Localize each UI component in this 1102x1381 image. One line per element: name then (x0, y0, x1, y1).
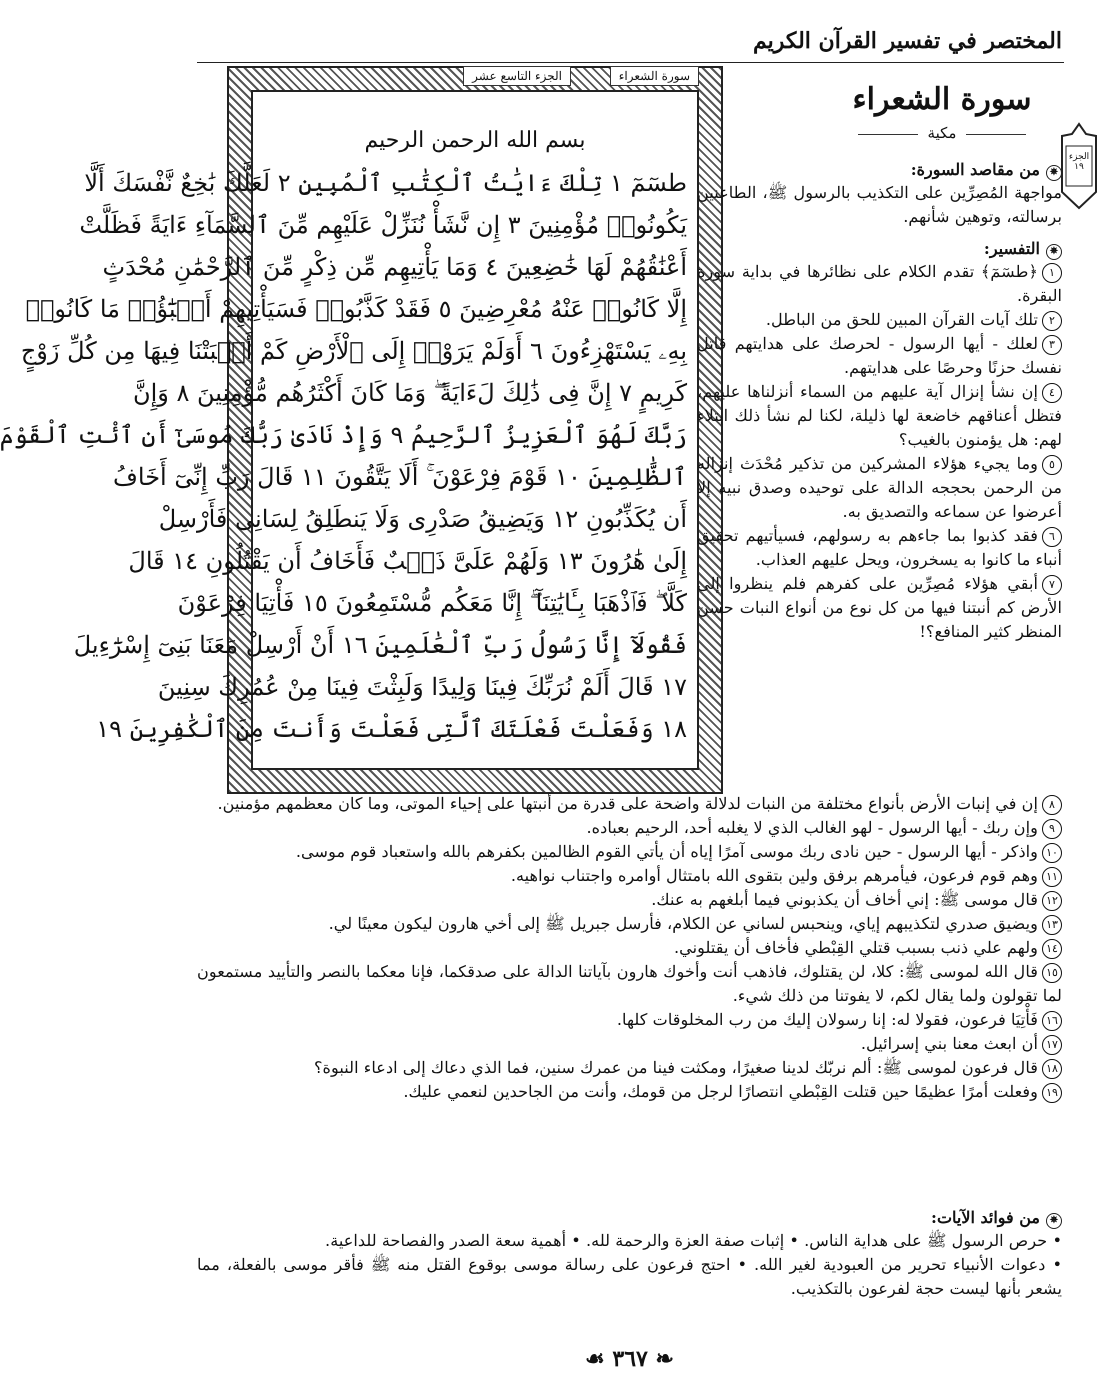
tafsir-text: أبقي هؤلاء مُصِرِّين على كفرهم فلم ينظروا إلى الأرض كم أنبتنا فيها من كل نوع من أنواع النبات حسن المنظر كثير المنافع؟! (697, 574, 1062, 641)
tafsir-item (197, 912, 1062, 936)
quran-line: إِلَّا كَانُوا۟ عَنْهُ مُعْرِضِينَ ٥ فَقَدْ كَذَّبُوا۟ فَسَيَأْتِيهِمْ أَنۢبَٰٓؤُا۟ مَا كَانُوا۟ (25, 295, 687, 323)
verse-number: ٤ (1042, 383, 1062, 403)
ornament-icon: ✵ (1046, 1213, 1062, 1229)
tafsir-text: إن في إنبات الأرض بأنواع مختلفة من النبات لدلالة واضحة على قدرة من أنبتها على إحياء الموتى، وما كان معظمهم مؤمنين. (217, 794, 1038, 813)
verse-number: ١٦ (1042, 1011, 1062, 1031)
ornament-icon: ✵ (1046, 244, 1062, 260)
quran-line: رَبَّكَ لَهُوَ ٱلْعَزِيزُ ٱلرَّحِيمُ ٩ وَإِذْ نَادَىٰ رَبُّكَ مُوسَىٰٓ أَنِ ٱئْتِ ٱلْقَوْمَ (0, 421, 687, 449)
tafsir-text: ويضيق صدري لتكذيبهم إياي، وينحبس لساني عن الكلام، فأرسل جبريل ﷺ إلى أخي هارون ليكون معينًا لي. (328, 914, 1038, 933)
tafsir-item (697, 572, 1062, 644)
tafsir-item (197, 1080, 1062, 1104)
verse-number: ١٣ (1042, 915, 1062, 935)
verse-number: ١٥ (1042, 963, 1062, 983)
quran-line: كَرِيمٍ ٧ إِنَّ فِى ذَٰلِكَ لَءَايَةً ۖ وَمَا كَانَ أَكْثَرُهُم مُّؤْمِنِينَ ٨ وَإِنَّ (132, 379, 687, 407)
full-width-commentary (197, 792, 1062, 1104)
tafsir-item (197, 816, 1062, 840)
verse-number: ١٠ (1042, 843, 1062, 863)
tafsir-item (197, 936, 1062, 960)
verse-number: ٥ (1042, 455, 1062, 475)
tafsir-item (197, 1056, 1062, 1080)
verse-number: ٨ (1042, 795, 1062, 815)
tafsir-item (197, 1008, 1062, 1032)
juz-marker-label: الجزء ١٩ (1068, 152, 1090, 172)
tafsir-text: ﴿طسٓمٓ﴾ تقدم الكلام على نظائرها في بداية سورة البقرة. (697, 262, 1062, 305)
quran-line: ٱلظَّٰلِمِينَ ١٠ قَوْمَ فِرْعَوْنَ ۚ أَلَا يَتَّقُونَ ١١ قَالَ رَبِّ إِنِّىٓ أَخَافُ (113, 463, 687, 491)
tafsir-text: إن نشأ إنزال آية عليهم من السماء أنزلناها عليهم، فتظل أعناقهم خاضعة لها ذليلة، لكنا لم نشأ ذلك ابتلاء لهم: هل يؤمنون بالغيب؟ (697, 382, 1062, 449)
verse-number: ١٨ (1042, 1059, 1062, 1079)
verse-number: ١٢ (1042, 891, 1062, 911)
running-title: المختصر في تفسير القرآن الكريم (753, 28, 1062, 54)
tafsir-text: فقد كذبوا بما جاءهم به رسولهم، فسيأتيهم تحقيق أنباء ما كانوا به يسخرون، ويحل عليهم العذاب. (697, 526, 1062, 569)
surah-title: سورة الشعراء (852, 82, 1032, 117)
basmala: بسم الله الرحمن الرحيم (364, 128, 586, 153)
tafsir-text: وهم قوم فرعون، فيأمرهم برفق ولين بتقوى الله بامتثال أوامره واجتناب نواهيه. (510, 866, 1038, 885)
surah-type-label: مكية (927, 124, 957, 142)
verse-number: ٩ (1042, 819, 1062, 839)
tafsir-heading-text: التفسير: (983, 239, 1040, 258)
tafsir-item (197, 840, 1062, 864)
tafsir-item (197, 864, 1062, 888)
surah-header-label: سورة الشعراء (610, 66, 699, 86)
right-ornament-icon: ☙ (585, 1346, 605, 1372)
tafsir-text: فَأْتِيَا فرعون، فقولا له: إنا رسولان إليك من رب المخلوقات كلها. (616, 1010, 1038, 1029)
quran-line: بِهِۦ يَسْتَهْزِءُونَ ٦ أَوَلَمْ يَرَوْا۟ إِلَى ٱلْأَرْضِ كَمْ أَنۢبَتْنَا فِيهَا مِن كُلِّ زَوْجٍ (20, 337, 687, 365)
ornament-icon: ✵ (1046, 165, 1062, 181)
left-ornament-icon: ❧ (655, 1346, 674, 1372)
tafsir-item (197, 792, 1062, 816)
tafsir-item (197, 888, 1062, 912)
right-column (697, 160, 1062, 644)
verse-number: ٧ (1042, 575, 1062, 595)
tafsir-text: تلك آيات القرآن المبين للحق من الباطل. (765, 310, 1038, 329)
maqasid-heading-text: من مقاصد السورة: (910, 160, 1040, 179)
quran-frame (0, 66, 723, 794)
juz-header-label: الجزء التاسع عشر (463, 66, 571, 86)
quran-line: إِلَىٰ هَٰرُونَ ١٣ وَلَهُمْ عَلَىَّ ذَنۢبٌ فَأَخَافُ أَن يَقْتُلُونِ ١٤ قَالَ (128, 547, 687, 575)
tafsir-text: وما يجيء هؤلاء المشركين من تذكير مُحْدَث إنزاله من الرحمن بحججه الدالة على توحيده وصدق نبيه إلا أعرضوا عن سماعه والتصديق به. (697, 454, 1062, 521)
tafsir-item (697, 260, 1062, 308)
verse-number: ١ (1042, 263, 1062, 283)
tafsir-text: ولهم علي ذنب بسبب قتلي القِبْطي فأخاف أن يقتلوني. (674, 938, 1038, 957)
benefits-heading (197, 1208, 1062, 1229)
tafsir-text: أن ابعث معنا بني إسرائيل. (860, 1034, 1038, 1053)
tafsir-text: قال فرعون لموسى ﷺ: ألم نربّك لدينا صغيرًا، ومكثت فينا من عمرك سنين، فما الذي دعاك إلى ادعاء النبوة؟ (313, 1058, 1038, 1077)
verse-number: ٣ (1042, 335, 1062, 355)
tafsir-item (697, 452, 1062, 524)
maqasid-text: مواجهة المُصِرِّين على التكذيب بالرسول ﷺ، الطاعنين برسالته، وتوهين شأنهم. (697, 183, 1062, 226)
quran-line: كَلَّا ۖ فَٱذْهَبَا بِـَٔايَٰتِنَآ ۖ إِنَّا مَعَكُم مُّسْتَمِعُونَ ١٥ فَأْتِيَا فِرْعَوْنَ (177, 589, 687, 617)
benefits-section (197, 1208, 1062, 1301)
tafsir-item (697, 524, 1062, 572)
quran-line: يَكُونُوا۟ مُؤْمِنِينَ ٣ إِن نَّشَأْ نُنَزِّلْ عَلَيْهِم مِّنَ ٱلسَّمَآءِ ءَايَةً فَظَلَّتْ (79, 211, 687, 239)
tafsir-text: وفعلت أمرًا عظيمًا حين قتلت القِبْطي انتصارًا لرجل من قومك، وأنت من الجاحدين لنعمي عليك. (403, 1082, 1038, 1101)
top-rule (197, 62, 1064, 63)
verse-number: ٢ (1042, 311, 1062, 331)
tafsir-text: واذكر - أيها الرسول - حين نادى ربك موسى آمرًا إياه أن يأتي القوم الظالمين بكفرهم بالله واستعباد قوم موسى. (295, 842, 1038, 861)
page-number (157, 1346, 1102, 1372)
tafsir-item (697, 332, 1062, 380)
quran-line: أَعْنَٰقُهُمْ لَهَا خَٰضِعِينَ ٤ وَمَا يَأْتِيهِم مِّن ذِكْرٍ مِّنَ ٱلرَّحْمَٰنِ مُحْدَثٍ (102, 253, 687, 281)
surah-type (842, 124, 1042, 142)
tafsir-item (697, 308, 1062, 332)
verse-number: ١٤ (1042, 939, 1062, 959)
quran-line: أَن يُكَذِّبُونِ ١٢ وَيَضِيقُ صَدْرِى وَلَا يَنطَلِقُ لِسَانِى فَأَرْسِلْ (158, 505, 687, 533)
tafsir-text: لعلك - أيها الرسول - لحرصك على هدايتهم قاتل نفسك حزنًا وحرصًا على هدايتهم. (697, 334, 1062, 377)
tafsir-text: قال الله لموسى ﷺ: كلا، لن يقتلوك، فاذهب أنت وأخوك هارون بآياتنا الدالة على صدقكما، فإنا معكما بالنصر والتأييد مستمعون لما تقولون ولما يقال لكم، لا يفوتنا من ذلك شيء. (197, 962, 1062, 1005)
quran-line: ١٨ وَفَعَلْتَ فَعْلَتَكَ ٱلَّتِى فَعَلْتَ وَأَنتَ مِنَ ٱلْكَٰفِرِينَ ١٩ (96, 715, 687, 743)
verse-number: ١١ (1042, 867, 1062, 887)
juz-marker (1056, 122, 1102, 210)
tafsir-heading (697, 239, 1062, 260)
verse-number: ١٩ (1042, 1083, 1062, 1103)
verse-number: ٦ (1042, 527, 1062, 547)
quran-line: ١٧ قَالَ أَلَمْ نُرَبِّكَ فِينَا وَلِيدًا وَلَبِثْتَ فِينَا مِنْ عُمُرِكَ سِنِينَ (157, 673, 687, 701)
tafsir-item (697, 380, 1062, 452)
tafsir-text: وإن ربك - أيها الرسول - لهو الغالب الذي لا يغلبه أحد، الرحيم بعباده. (586, 818, 1038, 837)
quran-page (0, 90, 699, 770)
page-number-text: ٣٦٧ (612, 1346, 648, 1372)
tafsir-text: قال موسى ﷺ: إني أخاف أن يكذبوني فيما أبلغهم به عنك. (651, 890, 1038, 909)
quran-line: فَقُولَآ إِنَّا رَسُولُ رَبِّ ٱلْعَٰلَمِينَ ١٦ أَنْ أَرْسِلْ مَعَنَا بَنِىٓ إِسْرَٰٓءِيلَ (73, 631, 687, 659)
benefit-line: • دعوات الأنبياء تحرير من العبودية لغير الله. • احتج فرعون على رسالة موسى بوقوع القتل منه ﷺ فأقر موسى بالفعلة، مما يشعر بأنها ليست حجة لفرعون بالتكذيب. (197, 1255, 1062, 1298)
quran-line: طسٓمٓ ١ تِلْكَ ءَايَٰتُ ٱلْكِتَٰبِ ٱلْمُبِينِ ٢ لَعَلَّكَ بَٰخِعٌ نَّفْسَكَ أَلَّا (84, 169, 687, 197)
verse-number: ١٧ (1042, 1035, 1062, 1055)
maqasid-heading (697, 160, 1062, 181)
tafsir-item (197, 1032, 1062, 1056)
tafsir-item (197, 960, 1062, 1008)
benefit-line: • حرص الرسول ﷺ على هداية الناس. • إثبات صفة العزة والرحمة لله. • أهمية سعة الصدر والفصاحة للداعية. (325, 1231, 1062, 1250)
benefits-heading-text: من فوائد الآيات: (931, 1208, 1040, 1227)
